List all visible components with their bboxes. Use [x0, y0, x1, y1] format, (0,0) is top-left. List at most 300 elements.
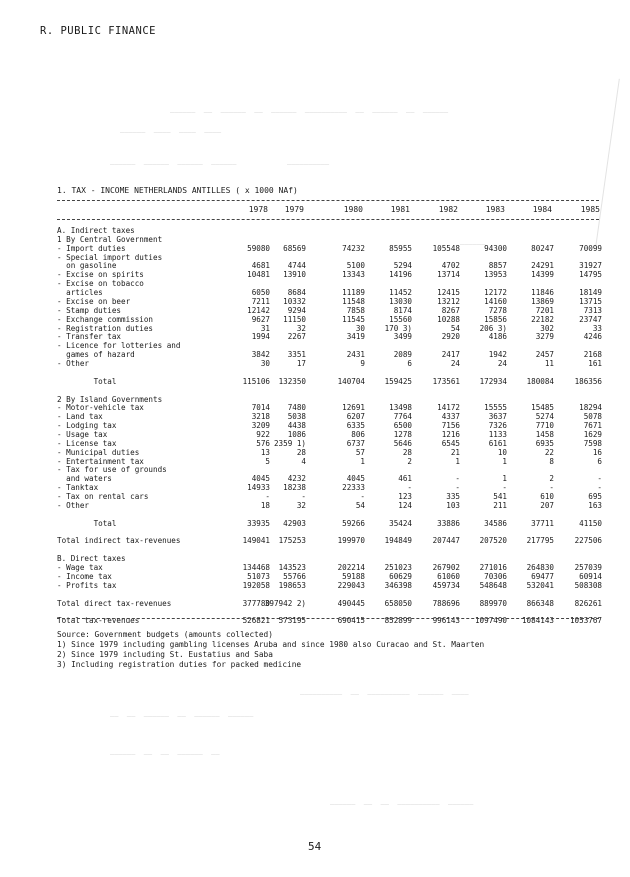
row-label: - Tax on rental cars: [57, 492, 149, 502]
row-label: Total indirect tax-revenues: [57, 536, 181, 546]
cell-value: 5294: [393, 261, 412, 271]
cell-value: 13498: [389, 403, 412, 413]
cell-value: 7710: [535, 421, 554, 431]
cell-value: 695: [588, 492, 602, 502]
cell-value: 6335: [346, 421, 365, 431]
bleed-through-text: ——————: [460, 240, 486, 248]
cell-value: 18238: [283, 483, 306, 493]
bleed-through-text: —————————— —— —————————— —————— ————: [300, 690, 469, 698]
row-label: - Lodging tax: [57, 421, 117, 431]
cell-value: -: [360, 492, 365, 502]
year-header: 1981: [390, 205, 410, 214]
cell-value: 264830: [526, 563, 554, 573]
bleed-through-text: —————— —— —— —————————— ——————: [330, 800, 474, 808]
cell-value: 8: [549, 456, 554, 466]
cell-value: 1053767: [569, 616, 602, 626]
cell-value: 2089: [393, 350, 412, 360]
cell-value: 194849: [384, 536, 412, 546]
row-label: - Motor-vehicle tax: [57, 403, 144, 413]
cell-value: 13953: [484, 270, 507, 280]
row-label: - Exchange commission: [57, 314, 154, 324]
cell-value: 12415: [437, 288, 460, 298]
cell-value: 33886: [437, 518, 460, 528]
bleed-through-text: —————— —— —— —————— ——: [110, 750, 220, 758]
cell-value: 35424: [389, 518, 412, 528]
row-label: Total: [57, 376, 117, 386]
cell-value: 207: [540, 500, 554, 510]
cell-value: 3842: [251, 350, 270, 360]
cell-value: 80247: [531, 243, 554, 253]
cell-value: 5: [265, 456, 270, 466]
cell-value: 227506: [574, 536, 602, 546]
row-label: - Licence for lotteries and: [57, 341, 181, 351]
cell-value: 3209: [251, 421, 270, 431]
cell-value: 34586: [484, 518, 507, 528]
year-header: 1979: [284, 205, 304, 214]
section-title: R. PUBLIC FINANCE: [40, 25, 156, 37]
year-header: 1985: [580, 205, 600, 214]
row-label: - Import duties: [57, 243, 126, 253]
cell-value: 526821: [242, 616, 270, 626]
cell-value: 4045: [346, 474, 365, 484]
cell-value: -: [455, 483, 460, 493]
cell-value: 143523: [278, 563, 306, 573]
cell-value: 124: [398, 500, 412, 510]
year-header: 1984: [532, 205, 552, 214]
row-label: Total: [57, 518, 117, 528]
table-row: [0, 615, 630, 626]
cell-value: 271016: [479, 563, 507, 573]
cell-value: 459734: [432, 580, 460, 590]
row-label: - Excise on tobacco: [57, 279, 144, 289]
cell-value: 22182: [531, 314, 554, 324]
cell-value: 7014: [251, 403, 270, 413]
cell-value: 1216: [441, 430, 460, 439]
bleed-through-text: —————— ———— ———— ————: [120, 128, 222, 136]
footnote-1: 1) Since 1979 including gambling licenses Aruba and since 1980 also Curacao and St. Maarten: [57, 640, 485, 649]
cell-value: 70306: [484, 571, 507, 581]
cell-value: 9627: [251, 314, 270, 324]
cell-value: 532041: [526, 580, 554, 590]
row-label: and waters: [57, 474, 112, 484]
cell-value: 3637: [488, 412, 507, 422]
cell-value: 3499: [393, 332, 412, 342]
cell-value: 852899: [384, 616, 412, 626]
cell-value: 576: [256, 438, 270, 448]
year-header: 1982: [438, 205, 458, 214]
cell-value: 6935: [535, 438, 554, 448]
cell-value: 180084: [526, 376, 554, 386]
cell-value: 170 3): [384, 323, 412, 333]
cell-value: 9: [360, 359, 365, 369]
row-label: B. Direct taxes: [57, 554, 126, 564]
cell-value: -: [265, 492, 270, 502]
cell-value: 7764: [393, 412, 412, 422]
cell-value: 4186: [488, 332, 507, 342]
cell-value: 11189: [342, 288, 365, 298]
cell-value: 14795: [579, 270, 602, 280]
cell-value: 15560: [389, 314, 412, 324]
cell-value: 206 3): [479, 323, 507, 333]
row-label: - License tax: [57, 438, 117, 448]
cell-value: 18294: [579, 403, 602, 413]
cell-value: 10288: [437, 314, 460, 324]
year-header: 1980: [343, 205, 363, 214]
table-top-rule: [57, 200, 599, 201]
cell-value: 5038: [287, 412, 306, 422]
cell-value: 105548: [432, 243, 460, 253]
cell-value: 4232: [287, 474, 306, 484]
cell-value: 192058: [242, 580, 270, 590]
footnote-2: 2) Since 1979 including St. Eustatius and Saba: [57, 650, 273, 659]
cell-value: 1629: [583, 430, 602, 439]
cell-value: 59080: [247, 243, 270, 253]
row-label: games of hazard: [57, 350, 135, 360]
row-label: - Land tax: [57, 412, 103, 422]
cell-value: 1458: [535, 430, 554, 439]
cell-value: 69477: [531, 571, 554, 581]
cell-value: 2457: [535, 350, 554, 360]
cell-value: 21: [450, 447, 460, 457]
cell-value: 30: [260, 359, 270, 369]
cell-value: 24: [497, 359, 507, 369]
cell-value: 1: [502, 474, 507, 484]
cell-value: 7480: [287, 403, 306, 413]
cell-value: 60914: [579, 571, 602, 581]
cell-value: 806: [351, 430, 365, 439]
row-label: - Tax for use of grounds: [57, 465, 167, 475]
cell-value: -: [455, 474, 460, 484]
cell-value: 14933: [247, 483, 270, 493]
row-label: - Stamp duties: [57, 305, 122, 315]
cell-value: 541: [493, 492, 507, 502]
cell-value: 8267: [441, 305, 460, 315]
cell-value: 6737: [346, 438, 365, 448]
cell-value: 13715: [579, 296, 602, 306]
cell-value: 1994: [251, 332, 270, 342]
cell-value: 1084143: [521, 616, 554, 626]
row-label: 1 By Central Government: [57, 234, 163, 244]
cell-value: -: [407, 483, 412, 493]
cell-value: 6207: [346, 412, 365, 422]
cell-value: 17: [296, 359, 306, 369]
cell-value: 996143: [432, 616, 460, 626]
cell-value: 60629: [389, 571, 412, 581]
row-label: Total direct tax-revenues: [57, 598, 172, 608]
cell-value: 31: [260, 323, 270, 333]
row-label: - Excise on beer: [57, 296, 131, 306]
cell-value: 229043: [337, 580, 365, 590]
cell-value: 3351: [287, 350, 306, 360]
cell-value: 175253: [278, 536, 306, 546]
cell-value: 14399: [531, 270, 554, 280]
cell-value: 55766: [283, 571, 306, 581]
cell-value: 1133: [488, 430, 507, 439]
footnote-3: 3) Including registration duties for packed medicine: [57, 660, 302, 669]
cell-value: 15856: [484, 314, 507, 324]
cell-value: 32: [296, 500, 306, 510]
cell-value: 94300: [484, 243, 507, 253]
cell-value: 12172: [484, 288, 507, 298]
cell-value: 8174: [393, 305, 412, 315]
bleed-through-text: —————— —— —————— —— —————— —————————— —— —————— —— ——————: [170, 108, 449, 116]
cell-value: 199970: [337, 536, 365, 546]
cell-value: 4045: [251, 474, 270, 484]
cell-value: 4744: [287, 261, 306, 271]
cell-value: 11846: [531, 288, 554, 298]
cell-value: 33: [592, 323, 602, 333]
cell-value: 1942: [488, 350, 507, 360]
cell-value: 28: [296, 447, 306, 457]
cell-value: 41150: [579, 518, 602, 528]
bleed-through-text: —— —— —————— —— —————— ——————: [110, 712, 254, 720]
cell-value: 22333: [342, 483, 365, 493]
cell-value: 1097490: [474, 616, 507, 626]
cell-value: 5274: [535, 412, 554, 422]
cell-value: 5100: [346, 261, 365, 271]
cell-value: 59188: [342, 571, 365, 581]
cell-value: 5078: [583, 412, 602, 422]
cell-value: 32: [296, 323, 306, 333]
row-label: - Wage tax: [57, 563, 103, 573]
cell-value: 207447: [432, 536, 460, 546]
cell-value: 3419: [346, 332, 365, 342]
cell-value: 7313: [583, 305, 602, 315]
cell-value: 7278: [488, 305, 507, 315]
cell-value: 508308: [574, 580, 602, 590]
cell-value: 12691: [342, 403, 365, 413]
cell-value: 866348: [526, 598, 554, 608]
cell-value: 6161: [488, 438, 507, 448]
cell-value: 134468: [242, 563, 270, 573]
year-header: 1978: [248, 205, 268, 214]
cell-value: 103: [446, 500, 460, 510]
cell-value: 1: [502, 456, 507, 466]
cell-value: 461: [398, 474, 412, 484]
cell-value: 30: [355, 323, 365, 333]
cell-value: 132350: [278, 376, 306, 386]
cell-value: 59266: [342, 518, 365, 528]
cell-value: 8857: [488, 261, 507, 271]
row-label: A. Indirect taxes: [57, 226, 135, 235]
cell-value: 490445: [337, 598, 365, 608]
year-header-row: [0, 205, 630, 217]
cell-value: 4337: [441, 412, 460, 422]
cell-value: 257039: [574, 563, 602, 573]
cell-value: 1278: [393, 430, 412, 439]
cell-value: 37711: [531, 518, 554, 528]
cell-value: 826261: [574, 598, 602, 608]
cell-value: 28: [402, 447, 412, 457]
cell-value: 1086: [287, 430, 306, 439]
cell-value: 6050: [251, 288, 270, 298]
cell-value: 13714: [437, 270, 460, 280]
cell-value: 11452: [389, 288, 412, 298]
cell-value: 7211: [251, 296, 270, 306]
cell-value: 11548: [342, 296, 365, 306]
cell-value: 6500: [393, 421, 412, 431]
cell-value: 13910: [283, 270, 306, 280]
row-label: - Usage tax: [57, 430, 108, 439]
cell-value: 61060: [437, 571, 460, 581]
cell-value: 198653: [278, 580, 306, 590]
cell-value: 57: [355, 447, 365, 457]
cell-value: 335: [446, 492, 460, 502]
row-label: on gasoline: [57, 261, 117, 271]
cell-value: 4438: [287, 421, 306, 431]
header-bottom-rule: [57, 219, 599, 220]
cell-value: 54: [450, 323, 460, 333]
table-title: 1. TAX - INCOME NETHERLANDS ANTILLES ( x 1000 NAf): [57, 186, 298, 195]
cell-value: 10481: [247, 270, 270, 280]
cell-value: 397942 2): [264, 598, 306, 608]
cell-value: 13030: [389, 296, 412, 306]
cell-value: 186356: [574, 376, 602, 386]
cell-value: 13212: [437, 296, 460, 306]
row-label: - Entertainment tax: [57, 456, 144, 466]
cell-value: 123: [398, 492, 412, 502]
cell-value: 4681: [251, 261, 270, 271]
cell-value: 2: [407, 456, 412, 466]
cell-value: 7326: [488, 421, 507, 431]
cell-value: 10332: [283, 296, 306, 306]
cell-value: 13869: [531, 296, 554, 306]
row-label: - Other: [57, 500, 90, 510]
cell-value: 251023: [384, 563, 412, 573]
cell-value: 7156: [441, 421, 460, 431]
row-label: - Municipal duties: [57, 447, 140, 457]
cell-value: 13: [260, 447, 270, 457]
cell-value: -: [597, 474, 602, 484]
row-label: - Special import duties: [57, 252, 163, 262]
cell-value: -: [502, 483, 507, 493]
cell-value: 2: [549, 474, 554, 484]
cell-value: 22: [544, 447, 554, 457]
cell-value: 23747: [579, 314, 602, 324]
cell-value: 377780: [242, 598, 270, 608]
cell-value: 267902: [432, 563, 460, 573]
cell-value: 14196: [389, 270, 412, 280]
cell-value: 149041: [242, 536, 270, 546]
page-number: 54: [308, 840, 322, 853]
cell-value: 202214: [337, 563, 365, 573]
cell-value: 207520: [479, 536, 507, 546]
cell-value: 2359 1): [273, 438, 306, 448]
cell-value: 4: [301, 456, 306, 466]
row-label: - Income tax: [57, 571, 112, 581]
cell-value: 161: [588, 359, 602, 369]
cell-value: 173561: [432, 376, 460, 386]
cell-value: 7858: [346, 305, 365, 315]
cell-value: 573195: [278, 616, 306, 626]
cell-value: 24: [450, 359, 460, 369]
cell-value: 7598: [583, 438, 602, 448]
cell-value: 24291: [531, 261, 554, 271]
cell-value: 18149: [579, 288, 602, 298]
cell-value: 172934: [479, 376, 507, 386]
footnote-source: Source: Government budgets (amounts collected): [57, 630, 273, 639]
cell-value: 13343: [342, 270, 365, 280]
table-bottom-rule: [57, 618, 599, 619]
cell-value: 51073: [247, 571, 270, 581]
cell-value: -: [597, 483, 602, 493]
cell-value: 4246: [583, 332, 602, 342]
cell-value: 15485: [531, 403, 554, 413]
cell-value: 1: [360, 456, 365, 466]
cell-value: 140704: [337, 376, 365, 386]
cell-value: 7671: [583, 421, 602, 431]
cell-value: 163: [588, 500, 602, 510]
cell-value: 3279: [535, 332, 554, 342]
cell-value: 159425: [384, 376, 412, 386]
cell-value: 14172: [437, 403, 460, 413]
row-label: - Profits tax: [57, 580, 117, 590]
cell-value: 211: [493, 500, 507, 510]
cell-value: 658050: [384, 598, 412, 608]
cell-value: 115106: [242, 376, 270, 386]
cell-value: 6: [407, 359, 412, 369]
year-header: 1983: [485, 205, 505, 214]
cell-value: 548648: [479, 580, 507, 590]
cell-value: 85955: [389, 243, 412, 253]
cell-value: 31927: [579, 261, 602, 271]
cell-value: 690415: [337, 616, 365, 626]
cell-value: 346398: [384, 580, 412, 590]
cell-value: 3218: [251, 412, 270, 422]
cell-value: 16: [592, 447, 602, 457]
row-label: - Tanktax: [57, 483, 99, 493]
cell-value: 18: [260, 500, 270, 510]
cell-value: 11545: [342, 314, 365, 324]
cell-value: 2920: [441, 332, 460, 342]
bleed-through-text: —————— —————— —————— —————— ——————————: [110, 160, 330, 168]
cell-value: 14160: [484, 296, 507, 306]
cell-value: 922: [256, 430, 270, 439]
cell-value: 10: [497, 447, 507, 457]
cell-value: 889970: [479, 598, 507, 608]
cell-value: 2417: [441, 350, 460, 360]
cell-value: 11150: [283, 314, 306, 324]
cell-value: 4702: [441, 261, 460, 271]
cell-value: 217795: [526, 536, 554, 546]
cell-value: 15555: [484, 403, 507, 413]
cell-value: 5646: [393, 438, 412, 448]
cell-value: 2431: [346, 350, 365, 360]
row-label: - Registration duties: [57, 323, 154, 333]
cell-value: 610: [540, 492, 554, 502]
cell-value: 12142: [247, 305, 270, 315]
row-label: articles: [57, 288, 103, 298]
cell-value: 6545: [441, 438, 460, 448]
cell-value: 74232: [342, 243, 365, 253]
row-label: - Other: [57, 359, 90, 369]
row-label: Total tax-revenues: [57, 616, 140, 626]
scan-mark: [595, 79, 620, 247]
cell-value: 9294: [287, 305, 306, 315]
cell-value: 2168: [583, 350, 602, 360]
cell-value: 33935: [247, 518, 270, 528]
cell-value: 8684: [287, 288, 306, 298]
cell-value: 788696: [432, 598, 460, 608]
cell-value: -: [301, 492, 306, 502]
cell-value: 70099: [579, 243, 602, 253]
cell-value: 302: [540, 323, 554, 333]
cell-value: -: [549, 483, 554, 493]
cell-value: 7201: [535, 305, 554, 315]
cell-value: 54: [355, 500, 365, 510]
cell-value: 6: [597, 456, 602, 466]
cell-value: 11: [544, 359, 554, 369]
